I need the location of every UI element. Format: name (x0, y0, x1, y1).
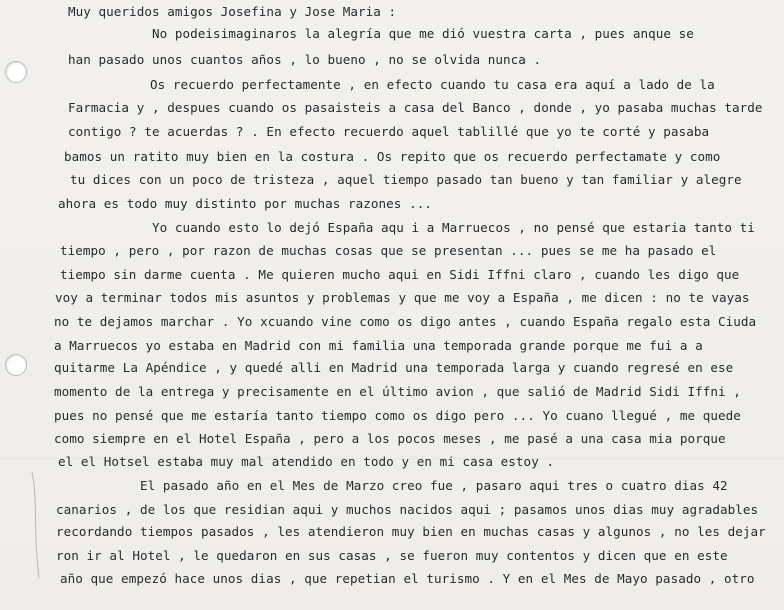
letter-line: Yo cuando esto lo dejó España aqu i a Marruecos , no pensé que estaria tanto ti (152, 220, 755, 235)
letter-line: a Marruecos yo estaba en Madrid con mi familia una temporada grande porque me fui a a (54, 338, 703, 353)
letter-line: ron ir al Hotel , le quedaron en sus casas , se fueron muy contentos y dicen que en este (56, 548, 728, 563)
letter-line: tiempo , pero , por razon de muchas cosas que se presentan ... pues se me ha pasado el (60, 243, 717, 258)
letter-line: tiempo sin darme cuenta . Me quieren mucho aqui en Sidi Iffni claro , cuando les digo que (60, 267, 740, 282)
letter-line: El pasado año en el Mes de Marzo creo fue , pasaro aqui tres o cuatro dias 42 (140, 478, 728, 493)
letter-line: ahora es todo muy distinto por muchas razones ... (58, 196, 432, 211)
letter-line: No podeisimaginaros la alegría que me dió vuestra carta , pues anque se (152, 26, 694, 41)
binder-hole-top (5, 61, 27, 83)
letter-line: momento de la entrega y precisamente en el último avion , que salió de Madrid Sidi Iffni , (54, 384, 741, 399)
letter-line: recordando tiempos pasados , les atendieron muy bien en muchas casas y algunos , no les dejar (56, 524, 766, 539)
letter-line: Os recuerdo perfectamente , en efecto cuando tu casa era aquí a lado de la (150, 77, 715, 92)
letter-line: pues no pensé que me estaría tanto tiempo como os digo pero ... Yo cuano llegué , me quede (54, 408, 741, 423)
letter-line: año que empezó hace unos dias , que repetian el turismo . Y en el Mes de Mayo pasado , otro (60, 571, 755, 586)
letter-line: no te dejamos marchar . Yo xcuando vine como os digo antes , cuando España regalo esta Ciuda (54, 314, 757, 329)
letter-line: canarios , de los que residian aqui y muchos nacidos aqui ; pasamos unos dias muy agradables (56, 502, 759, 517)
letter-line: tu dices con un poco de tristeza , aquel tiempo pasado tan bueno y tan familiar y alegre (70, 172, 742, 187)
letter-line: contigo ? te acuerdas ? . En efecto recuerdo aquel tablillé que yo te corté y pasaba (68, 124, 710, 139)
pencil-margin-mark (30, 470, 42, 580)
letter-line: como siempre en el Hotel España , pero a los pocos meses , me pasé a una casa mia porque (54, 431, 726, 446)
letter-line: voy a terminar todos mis asuntos y problemas y que me voy a España , me dicen : no te vayas (55, 290, 750, 305)
binder-hole-bottom (5, 354, 27, 376)
letter-line: bamos un ratito muy bien en la costura . Os repito que os recuerdo perfectamate y como (64, 149, 721, 164)
letter-line: Farmacia y , despues cuando os pasaisteis a casa del Banco , donde , yo pasaba muchas tarde (68, 100, 763, 115)
letter-line: quitarme La Apéndice , y quedé alli en Madrid una temporada larga y cuando regresé en ese (54, 360, 734, 375)
letter-line: el el Hotsel estaba muy mal atendido en todo y en mi casa estoy . (58, 454, 555, 469)
salutation-line: Muy queridos amigos Josefina y Jose Maria : (68, 4, 397, 19)
letter-line: han pasado unos cuantos años , lo bueno , no se olvida nunca . (68, 52, 542, 67)
